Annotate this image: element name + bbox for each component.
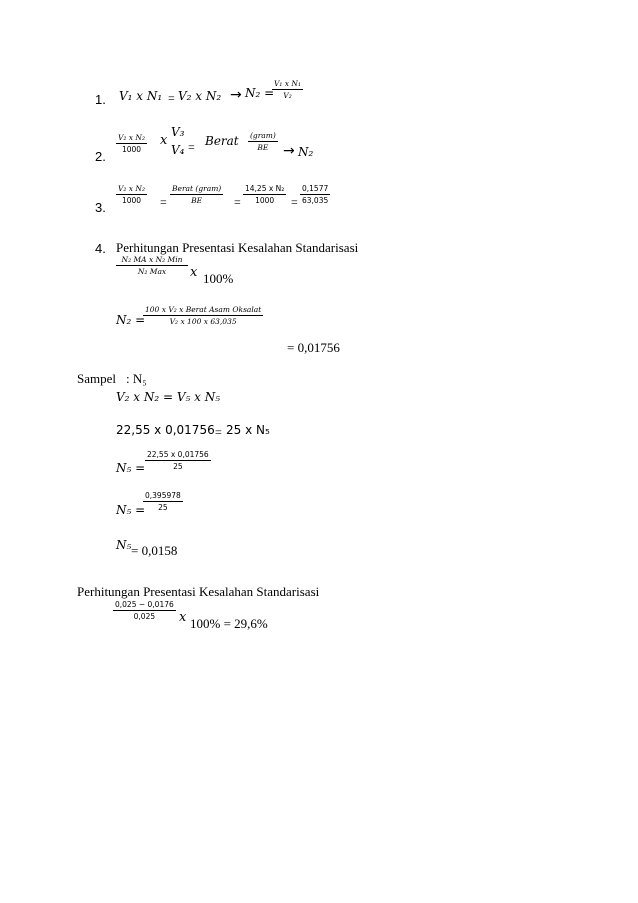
final-numerator: 0,025 − 0,0176 — [115, 600, 174, 609]
arrow-icon: → — [283, 143, 295, 159]
fraction-bar — [143, 501, 183, 502]
n2-numerator: 100 x V₂ x Berat Asam Oksalat — [145, 305, 262, 314]
final-fraction — [113, 600, 176, 621]
sampel-line-5-result: = 0,0158 — [131, 543, 178, 558]
eq2-gram-fraction — [248, 131, 278, 152]
eq1-rhs: V₂ x N₂ — [178, 89, 222, 103]
eq3-fraction-3 — [243, 184, 286, 205]
fraction-bar — [272, 89, 303, 90]
eq2-times: x — [160, 133, 168, 148]
item-number-2: 2. — [95, 149, 106, 164]
sampel-line-5-lhs: N₅ — [116, 538, 132, 552]
eq1-lhs: V₁ x N₁ — [119, 89, 163, 103]
fraction-bar — [116, 194, 147, 195]
eq2-denominator: 1000 — [121, 145, 142, 154]
item4-percent: 100% — [203, 271, 234, 286]
fraction-bar — [116, 143, 147, 144]
final-title: Perhitungan Presentasi Kesalahan Standarisasi — [77, 584, 320, 599]
item4-denominator: N₂ Max — [137, 267, 167, 276]
eq3-equals-3: = — [291, 195, 298, 209]
sampel-label: Sampel — [77, 371, 116, 386]
item4-numerator: N₂ MA x N₂ Min — [121, 255, 183, 264]
fraction-bar — [300, 194, 330, 195]
item4-times: x — [190, 265, 198, 280]
eq1-equals: = — [168, 91, 175, 105]
eq3-f3-numerator: 14,25 x N₂ — [245, 184, 285, 193]
eq1-result-denominator: V₂ — [283, 91, 292, 100]
final-denominator: 0,025 — [133, 612, 156, 621]
eq1-result-numerator: V₁ x N₁ — [274, 79, 301, 88]
eq3-equals-2: = — [234, 195, 241, 209]
eq1-result-fraction — [272, 79, 303, 100]
eq2-berat: Berat — [205, 134, 239, 148]
eq2-result: N₂ — [298, 145, 314, 159]
eq3-f2-denominator: BE — [191, 196, 203, 205]
eq1-result-lhs: N₂ = — [245, 86, 275, 100]
sampel-line-3-fraction — [145, 450, 211, 471]
eq3-fraction-4 — [300, 184, 330, 205]
item4-title: Perhitungan Presentasi Kesalahan Standarisasi — [116, 240, 359, 255]
eq2-gram-denominator: BE — [257, 143, 269, 152]
n2-result: = 0,01756 — [287, 340, 340, 355]
eq2-numerator: V₂ x N₂ — [118, 133, 145, 142]
eq3-fraction-2 — [170, 184, 223, 205]
item-number-4: 4. — [95, 241, 106, 256]
eq2-equals: = — [188, 140, 195, 154]
eq3-f1-numerator: V₂ x N₂ — [118, 184, 145, 193]
fraction-bar — [243, 194, 286, 195]
sampel-line-2-right: 25 x N₅ — [226, 423, 270, 437]
fraction-bar — [113, 610, 176, 611]
fraction-bar — [170, 194, 223, 195]
eq3-f4-numerator: 0,1577 — [302, 184, 329, 193]
eq3-f4-denominator: 63,035 — [302, 196, 329, 205]
fraction-bar — [145, 460, 211, 461]
sampel-line-2-equals: = — [215, 425, 222, 439]
n2-denominator: V₂ x 100 x 63,035 — [169, 317, 237, 326]
eq3-f3-denominator: 1000 — [255, 196, 275, 205]
eq3-f1-denominator: 1000 — [121, 196, 142, 205]
fraction-bar — [116, 265, 188, 266]
sampel-line-1: V₂ x N₂ = V₅ x N₅ — [116, 390, 221, 404]
final-result: 100% = 29,6% — [190, 616, 268, 631]
fraction-bar — [248, 141, 278, 142]
n2-lhs: N₂ = — [116, 313, 146, 327]
eq2-v-numerator: V₃ — [171, 125, 185, 139]
arrow-icon: → — [230, 87, 242, 103]
eq2-fraction-1 — [116, 133, 147, 154]
eq3-equals-1: = — [160, 195, 167, 209]
eq2-gram-numerator: (gram) — [250, 131, 276, 140]
sampel-line-3-numerator: 22,55 x 0,01756 — [147, 450, 209, 459]
fraction-bar — [143, 315, 263, 316]
sampel-line-3-lhs: N₅ = — [116, 461, 146, 475]
final-times: x — [179, 610, 187, 625]
sampel-line-3-denominator: 25 — [173, 462, 183, 471]
eq3-fraction-1 — [116, 184, 147, 205]
sampel-line-4-lhs: N₅ = — [116, 503, 146, 517]
sampel-line-4-denominator: 25 — [158, 503, 168, 512]
n2-fraction — [143, 305, 263, 326]
item4-fraction — [116, 255, 188, 276]
sampel-line-4-fraction — [143, 491, 183, 512]
sampel-value: : N₅ — [126, 371, 147, 386]
item-number-3: 3. — [95, 200, 106, 215]
sampel-line-2-left: 22,55 x 0,01756 — [116, 423, 215, 437]
sampel-line-4-numerator: 0,395978 — [145, 491, 181, 500]
item-number-1: 1. — [95, 92, 106, 107]
eq2-v-denominator: V₄ — [171, 143, 185, 157]
eq3-f2-numerator: Berat (gram) — [172, 184, 222, 193]
